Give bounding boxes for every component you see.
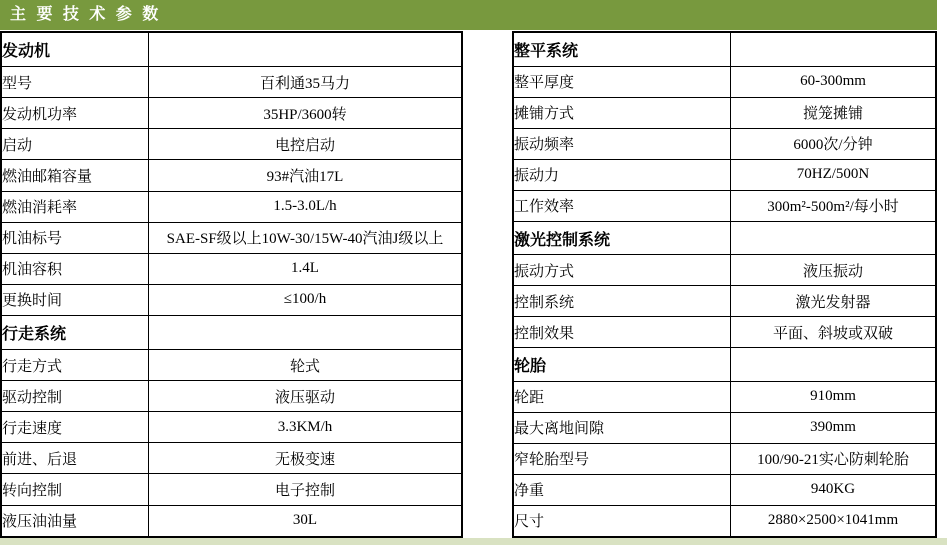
section-title-cell: 整平系统 [513, 32, 731, 66]
param-value-cell: 35HP/3600转 [149, 98, 463, 129]
page-title: 主 要 技 术 参 数 [10, 6, 162, 23]
param-value-cell: 6000次/分钟 [731, 128, 937, 159]
param-label-cell: 行走方式 [1, 349, 149, 380]
param-label-cell: 更换时间 [1, 284, 149, 315]
param-label-cell: 摊铺方式 [513, 97, 731, 128]
section-row [1, 316, 462, 350]
param-row [513, 412, 936, 443]
param-value-cell: 940KG [731, 474, 937, 505]
param-label-cell: 轮距 [513, 381, 731, 412]
param-row [513, 66, 936, 97]
param-label-cell: 启动 [1, 129, 149, 160]
param-label-cell: 振动力 [513, 159, 731, 190]
param-row [1, 443, 462, 474]
param-row [513, 97, 936, 128]
param-row [1, 160, 462, 191]
param-value-cell: 电控启动 [149, 129, 463, 160]
section-empty-cell [149, 316, 463, 350]
param-label-cell: 最大离地间隙 [513, 412, 731, 443]
param-value-cell: 平面、斜坡或双破 [731, 317, 937, 348]
param-value-cell: 300m²-500m²/每小时 [731, 190, 937, 221]
param-row [1, 253, 462, 284]
param-row [513, 505, 936, 537]
param-row [1, 191, 462, 222]
param-label-cell: 发动机功率 [1, 98, 149, 129]
param-value-cell: 1.5-3.0L/h [149, 191, 463, 222]
param-label-cell: 燃油消耗率 [1, 191, 149, 222]
specs-table-left [0, 31, 463, 538]
param-value-cell: SAE-SF级以上10W-30/15W-40汽油J级以上 [149, 222, 463, 253]
param-row [513, 474, 936, 505]
section-empty-cell [149, 32, 463, 67]
param-label-cell: 控制系统 [513, 286, 731, 317]
param-value-cell: 百利通35马力 [149, 67, 463, 98]
param-row [1, 349, 462, 380]
param-row [513, 443, 936, 474]
param-value-cell: 搅笼摊铺 [731, 97, 937, 128]
param-label-cell: 工作效率 [513, 190, 731, 221]
section-row [513, 221, 936, 255]
param-label-cell: 振动方式 [513, 255, 731, 286]
param-label-cell: 控制效果 [513, 317, 731, 348]
param-value-cell: 910mm [731, 381, 937, 412]
param-row [513, 317, 936, 348]
section-empty-cell [731, 221, 937, 255]
section-empty-cell [731, 348, 937, 382]
param-label-cell: 净重 [513, 474, 731, 505]
param-label-cell: 整平厚度 [513, 66, 731, 97]
param-label-cell: 振动频率 [513, 128, 731, 159]
param-value-cell: 30L [149, 505, 463, 537]
section-title-cell: 轮胎 [513, 348, 731, 382]
param-row [1, 505, 462, 537]
param-row [513, 159, 936, 190]
param-row [1, 67, 462, 98]
param-label-cell: 行走速度 [1, 412, 149, 443]
param-value-cell: 激光发射器 [731, 286, 937, 317]
param-value-cell: 3.3KM/h [149, 412, 463, 443]
param-row [1, 284, 462, 315]
param-value-cell: 2880×2500×1041mm [731, 505, 937, 537]
page-title-bar [0, 0, 937, 30]
param-row [513, 381, 936, 412]
specs-table-right [512, 31, 937, 538]
section-row [1, 32, 462, 67]
param-row [1, 222, 462, 253]
param-row [1, 381, 462, 412]
param-value-cell: 390mm [731, 412, 937, 443]
section-title-cell: 行走系统 [1, 316, 149, 350]
param-label-cell: 驱动控制 [1, 381, 149, 412]
param-label-cell: 液压油油量 [1, 505, 149, 537]
param-row [513, 286, 936, 317]
param-label-cell: 机油容积 [1, 253, 149, 284]
param-label-cell: 机油标号 [1, 222, 149, 253]
param-row [513, 255, 936, 286]
param-label-cell: 前进、后退 [1, 443, 149, 474]
param-value-cell: 电子控制 [149, 474, 463, 505]
param-value-cell: ≤100/h [149, 284, 463, 315]
section-title-cell: 激光控制系统 [513, 221, 731, 255]
section-row [513, 348, 936, 382]
param-row [1, 474, 462, 505]
param-value-cell: 轮式 [149, 349, 463, 380]
param-value-cell: 无极变速 [149, 443, 463, 474]
param-value-cell: 液压振动 [731, 255, 937, 286]
param-value-cell: 1.4L [149, 253, 463, 284]
bottom-accent-strip [0, 538, 947, 545]
param-row [1, 412, 462, 443]
param-value-cell: 70HZ/500N [731, 159, 937, 190]
section-empty-cell [731, 32, 937, 66]
section-row [513, 32, 936, 66]
section-title-cell: 发动机 [1, 32, 149, 67]
param-label-cell: 尺寸 [513, 505, 731, 537]
param-row [513, 128, 936, 159]
param-label-cell: 燃油邮箱容量 [1, 160, 149, 191]
param-value-cell: 液压驱动 [149, 381, 463, 412]
param-value-cell: 93#汽油17L [149, 160, 463, 191]
param-value-cell: 60-300mm [731, 66, 937, 97]
param-row [513, 190, 936, 221]
param-row [1, 129, 462, 160]
param-label-cell: 转向控制 [1, 474, 149, 505]
param-label-cell: 窄轮胎型号 [513, 443, 731, 474]
param-value-cell: 100/90-21实心防刺轮胎 [731, 443, 937, 474]
param-row [1, 98, 462, 129]
param-label-cell: 型号 [1, 67, 149, 98]
